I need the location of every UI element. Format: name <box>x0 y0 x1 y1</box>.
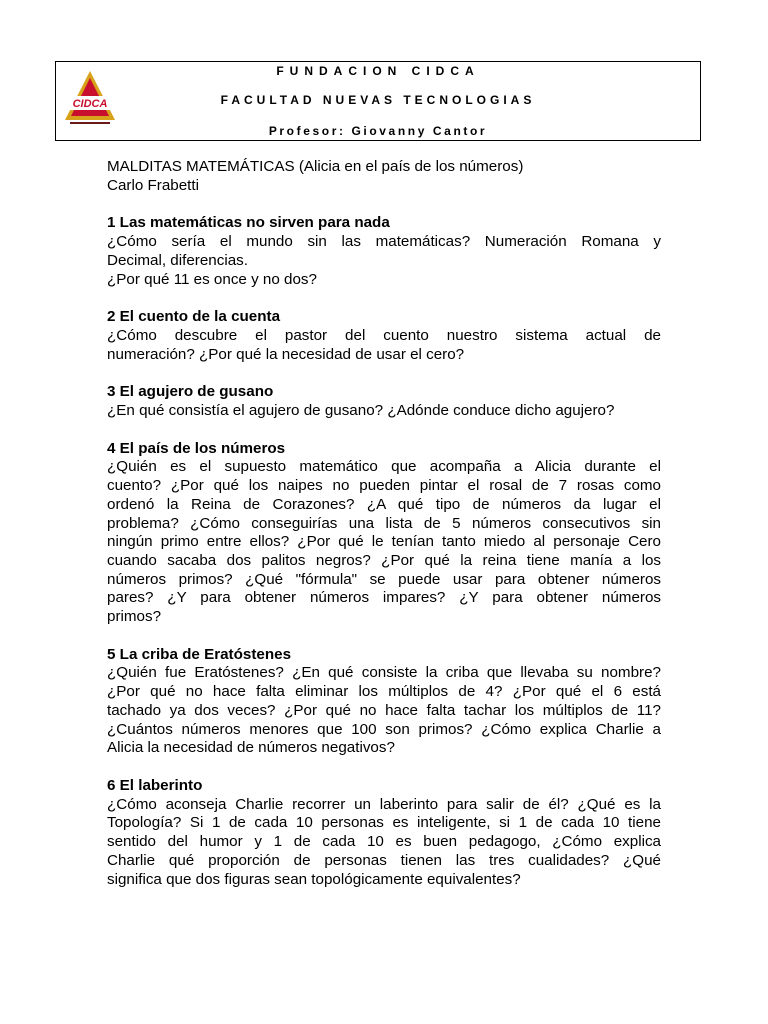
faculty-name: FACULTAD NUEVAS TECNOLOGIAS <box>220 93 536 107</box>
text-line: ningún primo entre ellos? ¿Por qué le tenían tanto miedo al personaje Cero <box>107 533 661 551</box>
text-line: ordenó la Reina de Corazones? ¿A qué tipo de números da lugar el <box>107 495 661 513</box>
section-3 <box>107 383 661 420</box>
section-1 <box>107 214 661 289</box>
section-title: 5 La criba de Eratóstenes <box>107 645 292 663</box>
section-title: 2 El cuento de la cuenta <box>107 308 281 326</box>
section-4 <box>107 440 661 627</box>
text-line: significa que dos figuras sean topológicamente equivalentes? <box>107 870 521 888</box>
text-line: ¿Cuántos números menores que 100 son primos? ¿Cómo explica Charlie a <box>107 720 661 738</box>
section-title: 3 El agujero de gusano <box>107 383 274 401</box>
professor-name: Profesor: Giovanny Cantor <box>268 124 488 138</box>
text-line: ¿Por qué 11 es once y no dos? <box>107 270 317 288</box>
text-line: ¿Quién fue Eratóstenes? ¿En qué consiste la criba que llevaba su nombre? <box>107 664 661 682</box>
text-line: primos? <box>107 608 162 626</box>
text-line: Topología? Si 1 de cada 10 personas es inteligente, si 1 de cada 10 tiene <box>107 814 661 832</box>
text-line: ¿Por qué no hace falta eliminar los múltiplos de 4? ¿Por qué el 6 está <box>107 683 661 701</box>
section-body <box>107 664 661 758</box>
text-line: Decimal, diferencias. <box>107 251 248 269</box>
text-line: Charlie qué proporción de personas tienen las tres cualidades? ¿Qué <box>107 851 661 869</box>
logo-text: CIDCA <box>72 98 108 110</box>
section-2 <box>107 308 661 364</box>
text-line: cuento? ¿Por qué los naipes no pueden pintar el rosal de 7 rosas como <box>107 477 661 495</box>
text-line: ¿Cómo sería el mundo sin las matemáticas? Numeración Romana y <box>107 233 661 251</box>
text-line: números primos? ¿Qué "fórmula" se puede usar para obtener números <box>107 570 661 588</box>
document-body <box>107 158 661 908</box>
text-line: Alicia la necesidad de números negativos? <box>107 739 395 757</box>
section-body <box>107 458 661 626</box>
section-body <box>107 796 661 890</box>
section-5 <box>107 646 661 758</box>
header-box <box>55 61 701 141</box>
book-author: Carlo Frabetti <box>107 176 200 194</box>
text-line: tachado ya dos veces? ¿Por qué no hace falta tachar los múltiplos de 11? <box>107 701 661 719</box>
text-line: sentido del humor y 1 de cada 10 es buen pedagogo, ¿Cómo explica <box>107 833 661 851</box>
section-body <box>107 402 661 421</box>
section-title: 6 El laberinto <box>107 776 203 794</box>
section-title: 4 El país de los números <box>107 439 286 457</box>
text-line: ¿En qué consistía el agujero de gusano? ¿Adónde conduce dicho agujero? <box>107 402 615 420</box>
text-line: cuando sacaba dos palitos negros? ¿Por qué la reina tiene manía a los <box>107 551 661 569</box>
section-title: 1 Las matemáticas no sirven para nada <box>107 214 390 232</box>
section-6 <box>107 777 661 889</box>
section-body <box>107 327 661 364</box>
text-line: ¿Quién es el supuesto matemático que acompaña a Alicia durante el <box>107 458 661 476</box>
org-name: FUNDACION CIDCA <box>276 64 480 78</box>
section-body <box>107 233 661 289</box>
text-line: numeración? ¿Por qué la necesidad de usar el cero? <box>107 345 465 363</box>
text-line: problema? ¿Cómo conseguirías una lista de 5 números consecutivos sin <box>107 514 661 532</box>
text-line: ¿Cómo descubre el pastor del cuento nuestro sistema actual de <box>107 326 661 344</box>
text-line: pares? ¿Y para obtener números impares? ¿Y para obtener números <box>107 589 661 607</box>
book-title: MALDITAS MATEMÁTICAS (Alicia en el país de los números) <box>107 158 524 175</box>
text-line: ¿Cómo aconseja Charlie recorrer un laberinto para salir de él? ¿Qué es la <box>107 795 661 813</box>
